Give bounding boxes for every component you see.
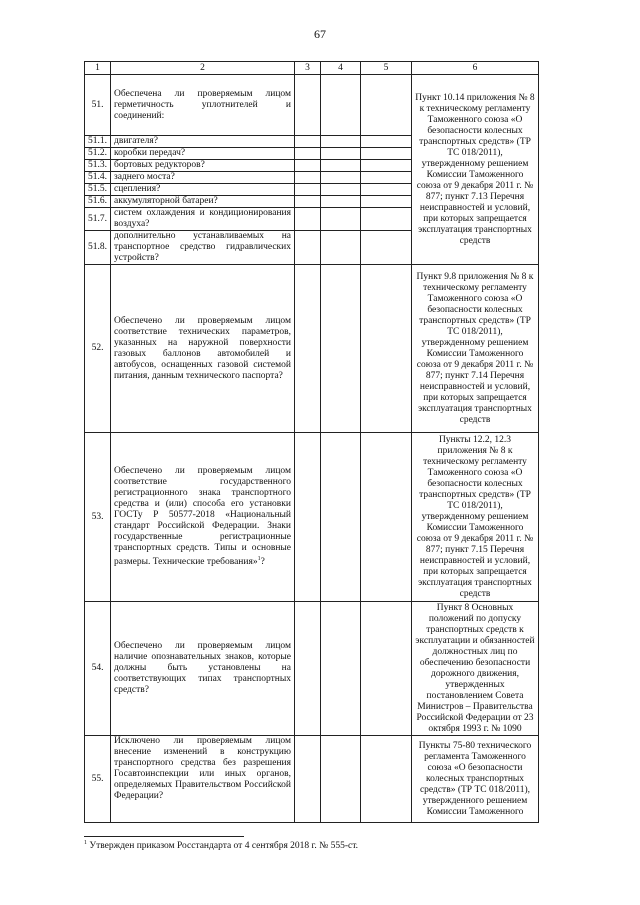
empty-cell [321, 433, 361, 602]
empty-cell [295, 736, 321, 823]
empty-cell [295, 172, 321, 184]
row-number: 51.8. [85, 231, 111, 265]
row-question: аккумуляторной батареи? [111, 196, 295, 208]
row-number: 51.3. [85, 160, 111, 172]
row-question: бортовых редукторов? [111, 160, 295, 172]
empty-cell [361, 602, 412, 736]
empty-cell [295, 196, 321, 208]
empty-cell [321, 265, 361, 433]
empty-cell [295, 602, 321, 736]
row-reference: Пункты 12.2, 12.3 приложения № 8 к техническому регламенту Таможенного союза «О безопасности колесных транспортных средств» (ТР ТС 018/2011), утвержденному решением Комиссии Таможенного союза от 9 декабря 2011 г. № 877; пункт 7.15 Перечня неисправностей и условий, при которых запрещается эксплуатация транспортных средств [412, 433, 539, 602]
empty-cell [295, 265, 321, 433]
empty-cell [321, 184, 361, 196]
row-question: двигателя? [111, 136, 295, 148]
empty-cell [321, 136, 361, 148]
empty-cell [321, 160, 361, 172]
table-row [85, 433, 539, 602]
row-number: 51. [85, 75, 111, 136]
row-number: 51.4. [85, 172, 111, 184]
table-row [85, 736, 539, 823]
table-row [85, 75, 539, 136]
empty-cell [361, 160, 412, 172]
row-number: 54. [85, 602, 111, 736]
empty-cell [361, 172, 412, 184]
row-number: 51.5. [85, 184, 111, 196]
empty-cell [361, 265, 412, 433]
footnote-divider [84, 836, 244, 837]
row-number: 53. [85, 433, 111, 602]
empty-cell [361, 736, 412, 823]
column-header: 4 [321, 62, 361, 75]
row-reference: Пункт 10.14 приложения № 8 к техническому регламенту Таможенного союза «О безопасности колесных транспортных средств» (ТР ТС 018/2011), утвержденному решением Комиссии Таможенного союза от 9 декабря 2011 г. № 877; пункт 7.13 Перечня неисправностей и условий, при которых запрещается эксплуатация транспортных средств [412, 75, 539, 265]
empty-cell [321, 196, 361, 208]
table-header-row [85, 62, 539, 75]
footnote [84, 840, 358, 851]
empty-cell [295, 184, 321, 196]
footnote-number: 1 [84, 840, 87, 846]
empty-cell [361, 208, 412, 231]
empty-cell [321, 148, 361, 160]
row-number: 51.6. [85, 196, 111, 208]
empty-cell [321, 602, 361, 736]
row-number: 51.7. [85, 208, 111, 231]
question-text: Обеспечено ли проверяемым лицом соответствие государственного регистрационного знака транспортного средства и (или) способа его установки ГОСТу Р 50577-2018 «Национальный стандарт Российской Федерации. Знаки государственные регистрационные транспортных средств. Типы и основные размеры. Технические требования» [114, 465, 291, 568]
footnote-mark: 1 [257, 555, 261, 562]
empty-cell [321, 75, 361, 136]
row-question [111, 433, 295, 602]
column-header: 5 [361, 62, 412, 75]
row-number: 52. [85, 265, 111, 433]
question-end: ? [260, 557, 265, 568]
row-question: сцепления? [111, 184, 295, 196]
empty-cell [321, 231, 361, 265]
empty-cell [361, 184, 412, 196]
empty-cell [361, 75, 412, 136]
row-question: заднего моста? [111, 172, 295, 184]
empty-cell [295, 231, 321, 265]
column-header: 2 [111, 62, 295, 75]
row-number: 51.1. [85, 136, 111, 148]
row-reference: Пункты 75-80 технического регламента Таможенного союза «О безопасности колесных транспортных средств» (ТР ТС 018/2011), утвержденного решением Комиссии Таможенного [412, 736, 539, 823]
row-question: коробки передач? [111, 148, 295, 160]
row-reference: Пункт 8 Основных положений по допуску транспортных средств к эксплуатации и обязанностей должностных лиц по обеспечению безопасности дорожного движения, утвержденных постановлением Совета Министров – Правительства Российской Федерации от 23 октября 1993 г. № 1090 [412, 602, 539, 736]
row-question: Обеспечено ли проверяемым лицом наличие опознавательных знаков, которые должны быть установлены на соответствующих типах транспортных средств? [111, 602, 295, 736]
table-row [85, 265, 539, 433]
empty-cell [361, 433, 412, 602]
empty-cell [321, 736, 361, 823]
empty-cell [361, 196, 412, 208]
row-question: Исключено ли проверяемым лицом внесение изменений в конструкцию транспортного средства без разрешения Госавтоинспекции или иных органов, определяемых Правительством Российской Федерации? [111, 736, 295, 823]
row-question: дополнительно устанавливаемых на транспортное средство гидравлических устройств? [111, 231, 295, 265]
empty-cell [361, 148, 412, 160]
column-header: 3 [295, 62, 321, 75]
empty-cell [295, 75, 321, 136]
row-question: Обеспечена ли проверяемым лицом герметичность уплотнителей и соединений: [111, 75, 295, 136]
table-row [85, 602, 539, 736]
column-header: 6 [412, 62, 539, 75]
empty-cell [295, 136, 321, 148]
empty-cell [361, 136, 412, 148]
page-number: 67 [314, 27, 326, 41]
column-header: 1 [85, 62, 111, 75]
row-number: 51.2. [85, 148, 111, 160]
empty-cell [295, 208, 321, 231]
empty-cell [361, 231, 412, 265]
checklist-table [84, 61, 539, 823]
row-number: 55. [85, 736, 111, 823]
empty-cell [295, 160, 321, 172]
row-question: Обеспечено ли проверяемым лицом соответствие технических параметров, указанных на наружной поверхности газовых баллонов автомобилей и автобусов, оснащенных газовой системой питания, данным технического паспорта? [111, 265, 295, 433]
footnote-text: Утвержден приказом Росстандарта от 4 сентября 2018 г. № 555-ст. [87, 841, 359, 852]
empty-cell [321, 172, 361, 184]
row-question: систем охлаждения и кондиционирования воздуха? [111, 208, 295, 231]
empty-cell [321, 208, 361, 231]
empty-cell [295, 148, 321, 160]
row-reference: Пункт 9.8 приложения № 8 к техническому регламенту Таможенного союза «О безопасности колесных транспортных средств» (ТР ТС 018/2011), утвержденному решением Комиссии Таможенного союза от 9 декабря 2011 г. № 877; пункт 7.14 Перечня неисправностей и условий, при которых запрещается эксплуатация транспортных средств [412, 265, 539, 433]
empty-cell [295, 433, 321, 602]
